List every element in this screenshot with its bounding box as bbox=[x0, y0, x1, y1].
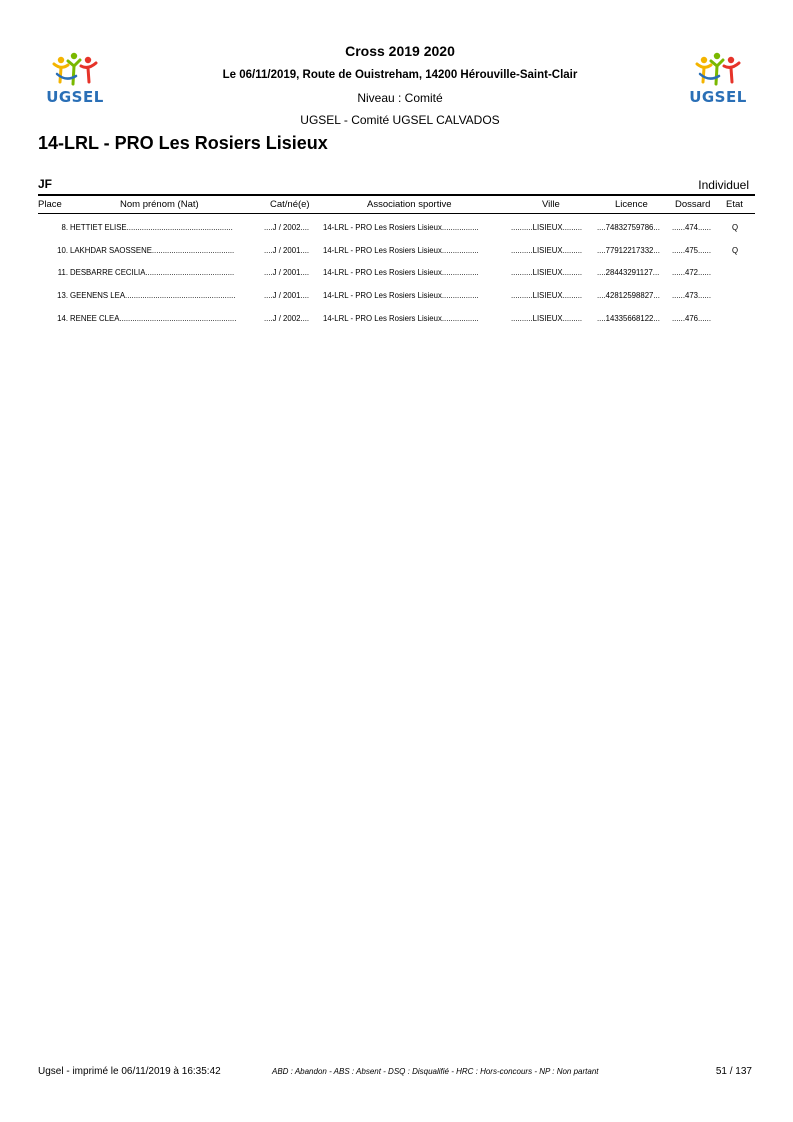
cell-place: 11. bbox=[57, 268, 68, 277]
club-title: 14-LRL - PRO Les Rosiers Lisieux bbox=[38, 133, 328, 153]
column-header-dossard: Dossard bbox=[675, 199, 711, 210]
column-header-licence: Licence bbox=[615, 199, 648, 210]
cell-place: 14. bbox=[57, 314, 68, 323]
race-type-label: Individuel bbox=[698, 178, 749, 192]
cell-licence: ....42812598827... bbox=[597, 291, 660, 300]
column-header-category: Cat/né(e) bbox=[270, 199, 310, 210]
cell-name: DESBARRE CECILIA......................................... bbox=[70, 268, 235, 277]
table-row bbox=[0, 246, 793, 260]
footer-legend: ABD : Abandon - ABS : Absent - DSQ : Disqualifié - HRC : Hors-concours - NP : Non partant bbox=[272, 1067, 599, 1076]
table-row bbox=[0, 223, 793, 237]
cell-city: ..........LISIEUX......... bbox=[511, 314, 583, 323]
cell-association: 14-LRL - PRO Les Rosiers Lisieux................. bbox=[323, 246, 479, 255]
event-committee: UGSEL - Comité UGSEL CALVADOS bbox=[300, 113, 500, 127]
event-level: Niveau : Comité bbox=[357, 91, 443, 105]
ugsel-logo-text: UGSEL bbox=[689, 88, 747, 106]
cell-licence: ....28443291127... bbox=[597, 268, 660, 277]
ugsel-logo-right bbox=[683, 52, 753, 108]
cell-place: 8. bbox=[61, 223, 68, 232]
cell-association: 14-LRL - PRO Les Rosiers Lisieux................. bbox=[323, 268, 479, 277]
section-divider bbox=[38, 194, 755, 196]
column-header-city: Ville bbox=[542, 199, 560, 210]
cell-name: RENEE CLEA...................................................... bbox=[70, 314, 237, 323]
cell-dossard: ......475...... bbox=[672, 246, 712, 255]
event-date-location: Le 06/11/2019, Route de Ouistreham, 14200 Hérouville-Saint-Clair bbox=[222, 69, 578, 81]
table-row bbox=[0, 291, 793, 305]
cell-name: GEENENS LEA................................................... bbox=[70, 291, 236, 300]
cell-dossard: ......476...... bbox=[672, 314, 712, 323]
cell-city: ..........LISIEUX......... bbox=[511, 246, 583, 255]
column-header-association: Association sportive bbox=[367, 199, 452, 210]
table-row bbox=[0, 314, 793, 328]
ugsel-logo-text: UGSEL bbox=[46, 88, 104, 106]
cell-city: ..........LISIEUX......... bbox=[511, 223, 583, 232]
header-divider bbox=[38, 213, 755, 214]
cell-dossard: ......472...... bbox=[672, 268, 712, 277]
cell-dossard: ......474...... bbox=[672, 223, 712, 232]
event-title: Cross 2019 2020 bbox=[345, 43, 455, 59]
cell-status: Q bbox=[731, 223, 739, 232]
cell-status: Q bbox=[731, 246, 739, 255]
column-header-place: Place bbox=[38, 199, 62, 210]
cell-name: HETTIET ELISE................................................. bbox=[70, 223, 233, 232]
cell-licence: ....14335668122... bbox=[597, 314, 660, 323]
cell-place: 13. bbox=[57, 291, 68, 300]
ugsel-figures-icon bbox=[695, 52, 741, 88]
ugsel-figures-icon bbox=[52, 52, 98, 88]
cell-place: 10. bbox=[57, 246, 68, 255]
cell-licence: ....77912217332... bbox=[597, 246, 660, 255]
cell-name: LAKHDAR SAOSSENE...................................... bbox=[70, 246, 235, 255]
column-header-name: Nom prénom (Nat) bbox=[120, 199, 199, 210]
cell-category: ....J / 2002.... bbox=[264, 223, 310, 232]
cell-dossard: ......473...... bbox=[672, 291, 712, 300]
cell-category: ....J / 2001.... bbox=[264, 268, 310, 277]
category-label: JF bbox=[38, 177, 53, 191]
cell-licence: ....74832759786... bbox=[597, 223, 660, 232]
cell-association: 14-LRL - PRO Les Rosiers Lisieux................. bbox=[323, 223, 479, 232]
cell-category: ....J / 2001.... bbox=[264, 291, 310, 300]
footer-page-number: 51 / 137 bbox=[715, 1066, 752, 1077]
cell-category: ....J / 2002.... bbox=[264, 314, 310, 323]
ugsel-logo-left bbox=[40, 52, 110, 108]
cell-association: 14-LRL - PRO Les Rosiers Lisieux................. bbox=[323, 314, 479, 323]
cell-category: ....J / 2001.... bbox=[264, 246, 310, 255]
footer-print-date: Ugsel - imprimé le 06/11/2019 à 16:35:42 bbox=[38, 1066, 221, 1077]
column-header-status: Etat bbox=[726, 199, 743, 210]
cell-city: ..........LISIEUX......... bbox=[511, 291, 583, 300]
table-row bbox=[0, 268, 793, 282]
cell-city: ..........LISIEUX......... bbox=[511, 268, 583, 277]
cell-association: 14-LRL - PRO Les Rosiers Lisieux................. bbox=[323, 291, 479, 300]
